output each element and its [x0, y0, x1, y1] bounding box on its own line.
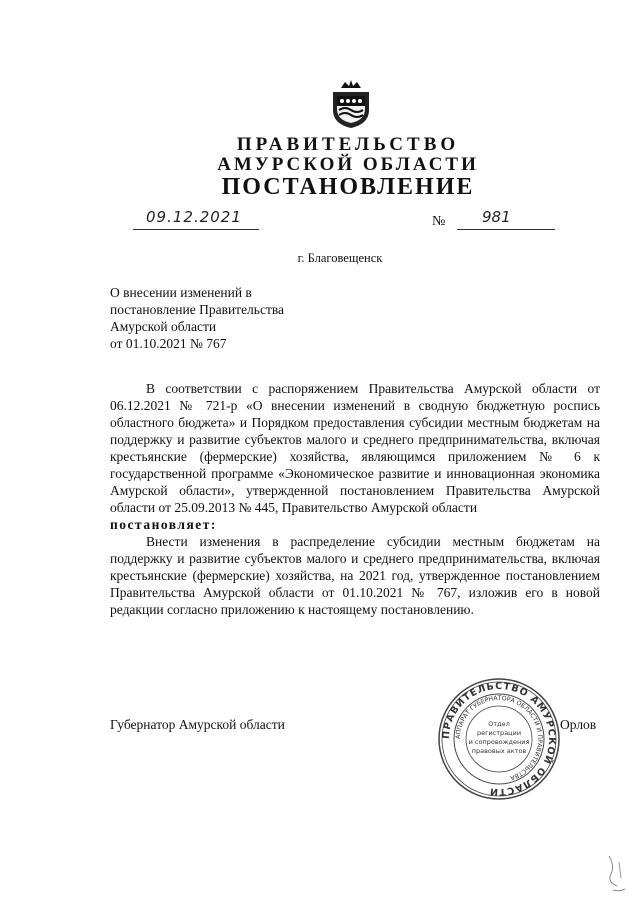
coat-of-arms-icon [327, 78, 375, 130]
document-body [110, 380, 600, 618]
subject-line: О внесении изменений в [110, 285, 252, 300]
resolves-keyword: постановляет: [110, 517, 217, 532]
preamble-paragraph: В соответствии с распоряжением Правительства Амурской области от 06.12.2021 № 721-р «О внесении изменений в сводную бюджетную роспись областного бюджета» и Порядком предоставления субсидии местным бюджетам на поддержку и развитие субъектов малого и среднего предпринимательства, включая крестьянские (фермерские) хозяйства, являющимся приложением № 6 к государственной программе «Экономическое развитие и инновационная экономика Амурской области», утвержденной постановлением Правительства Амурской области от 25.09.2013 № 445, Правительство Амурской области [110, 381, 600, 515]
operative-paragraph: Внести изменения в распределение субсидии местным бюджетам на поддержку и развитие субъектов малого и среднего предпринимательства, включая крестьянские (фермерские) хозяйства, на 2021 год, утвержденное постановлением Правительства Амурской области от 01.10.2021 № 767, изложив его в новой редакции согласно приложению к настоящему постановлению. [110, 534, 600, 617]
document-date: 09.12.2021 [146, 208, 242, 226]
stamp-inner-ring: АППАРАТ ГУБЕРНАТОРА ОБЛАСТИ И ПРАВИТЕЛЬСТВА [454, 694, 544, 782]
subject-line: Амурской области [110, 319, 217, 334]
number-sign: № [432, 214, 446, 229]
subject-line: от 01.10.2021 № 767 [110, 336, 227, 351]
stamp-center-line: регистрации [476, 729, 522, 737]
subject-line: постановление Правительства [110, 302, 285, 317]
stamp-outer-text: ПРАВИТЕЛЬСТВО АМУРСКОЙ ОБЛАСТИ [440, 680, 558, 798]
signatory-position: Губернатор Амурской области [110, 717, 285, 732]
number-underline [457, 229, 555, 230]
org-name-line1: ПРАВИТЕЛЬСТВО [236, 134, 460, 155]
stamp-center-line: Отдел [488, 720, 510, 728]
stamp-center-line: и сопровождения [468, 738, 530, 746]
document-number: 981 [482, 208, 511, 226]
city-line: г. Благовещенск [297, 251, 383, 265]
subject-block [110, 284, 340, 352]
document-type-title: ПОСТАНОВЛЕНИЕ [221, 174, 475, 200]
stamp-center-line: правовых актов [471, 747, 527, 755]
date-underline [133, 229, 259, 230]
signatory-name: Орлов [560, 717, 597, 732]
handwritten-mark-icon [603, 852, 629, 896]
org-name-line2: АМУРСКОЙ ОБЛАСТИ [217, 154, 479, 175]
official-stamp [436, 676, 562, 802]
